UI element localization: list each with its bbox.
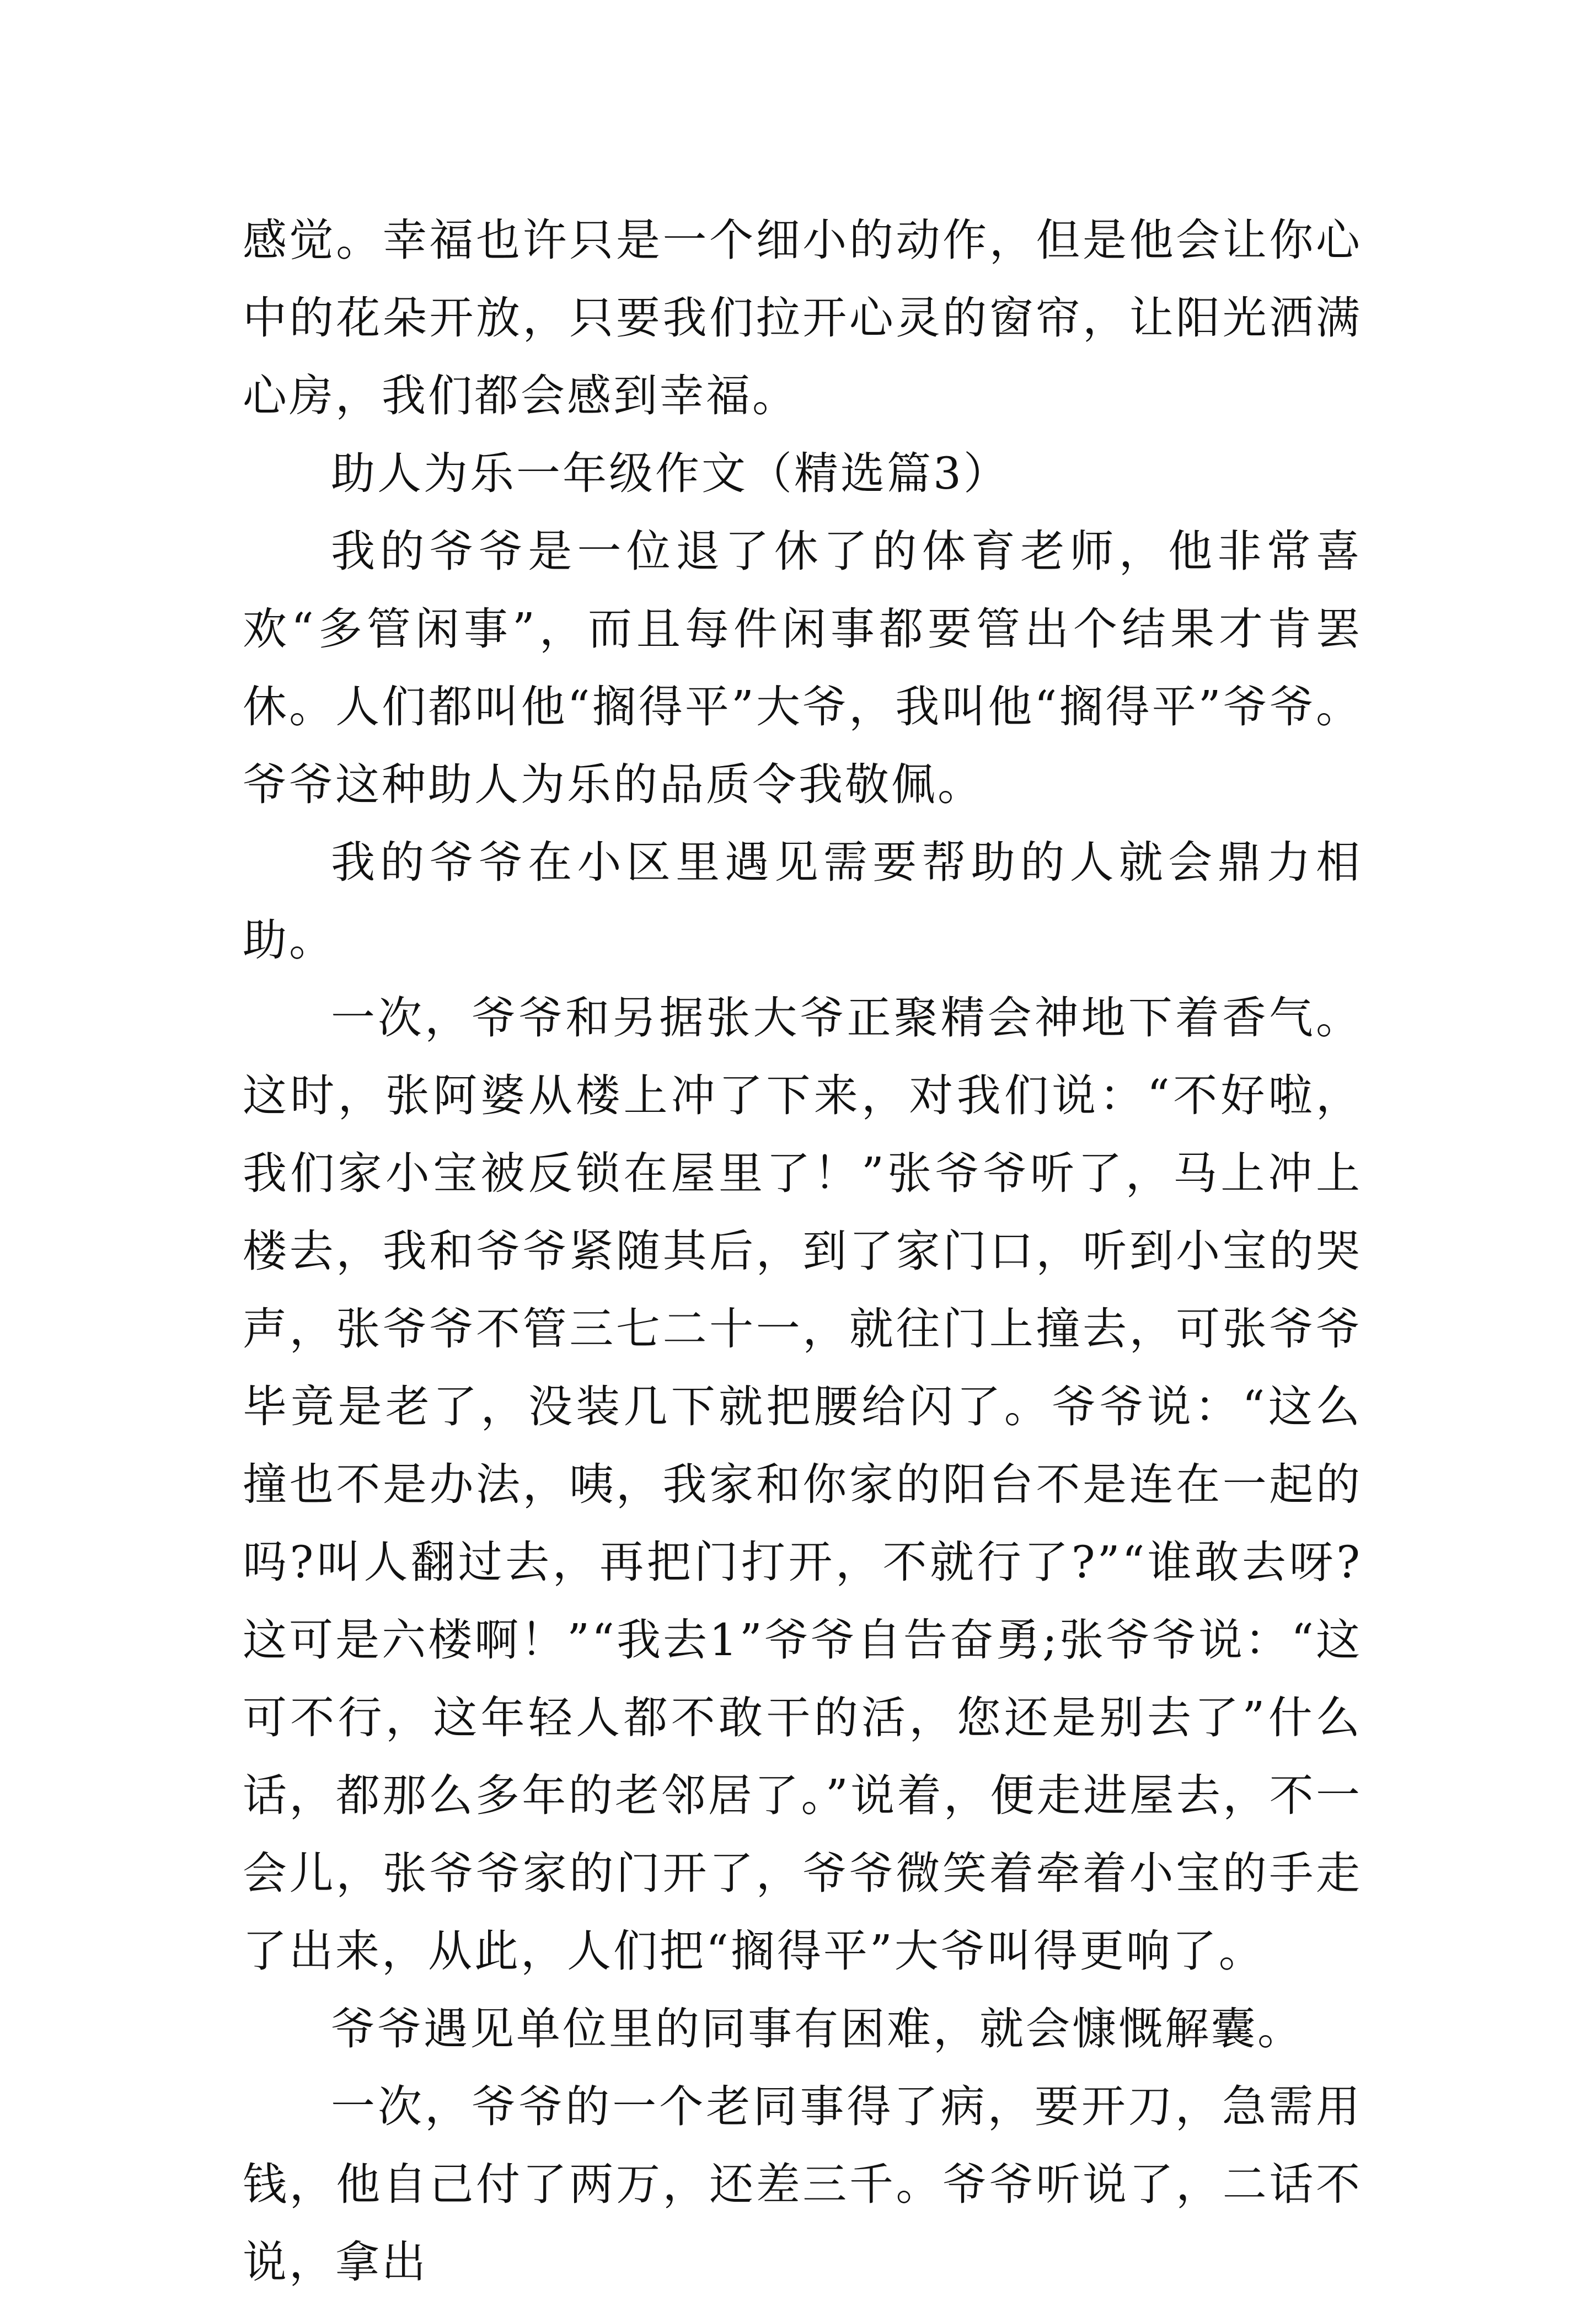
document-body (243, 201, 1362, 2301)
paragraph-1: 感觉。幸福也许只是一个细小的动作，但是他会让你心中的花朵开放，只要我们拉开心灵的窗帘，让阳光洒满心房，我们都会感到幸福。 (243, 215, 1362, 421)
paragraph-4: 我的爷爷在小区里遇见需要帮助的人就会鼎力相助。 (243, 837, 1362, 966)
section-heading: 助人为乐一年级作文（精选篇3） (331, 448, 1010, 499)
paragraph-6: 爷爷遇见单位里的同事有困难，就会慷慨解囊。 (331, 2003, 1304, 2054)
paragraph-3: 我的爷爷是一位退了休了的体育老师，他非常喜欢“多管闲事”，而且每件闲事都要管出个结果才肯罢休。人们都叫他“搁得平”大爷，我叫他“搁得平”爷爷。爷爷这种助人为乐的品质令我敬佩。 (243, 526, 1362, 810)
paragraph-5: 一次，爷爷和另据张大爷正聚精会神地下着香气。这时，张阿婆从楼上冲了下来，对我们说：“不好啦，我们家小宝被反锁在屋里了！”张爷爷听了，马上冲上楼去，我和爷爷紧随其后，到了家门口，听到小宝的哭声，张爷爷不管三七二十一，就往门上撞去，可张爷爷毕竟是老了，没装几下就把腰给闪了。爷爷说：“这么撞也不是办法，咦，我家和你家的阳台不是连在一起的吗?叫人翻过去，再把门打开，不就行了?”“谁敢去呀?这可是六楼啊！”“我去1”爷爷自告奋勇;张爷爷说：“这可不行，这年轻人都不敢干的活，您还是别去了”什么话，都那么多年的老邻居了。”说着，便走进屋去，不一会儿，张爷爷家的门开了，爷爷微笑着牵着小宝的手走了出来，从此，人们把“搁得平”大爷叫得更响了。 (243, 992, 1362, 1977)
paragraph-7: 一次，爷爷的一个老同事得了病，要开刀，急需用钱，他自己付了两万，还差三千。爷爷听说了，二话不说，拿出 (243, 2081, 1362, 2288)
